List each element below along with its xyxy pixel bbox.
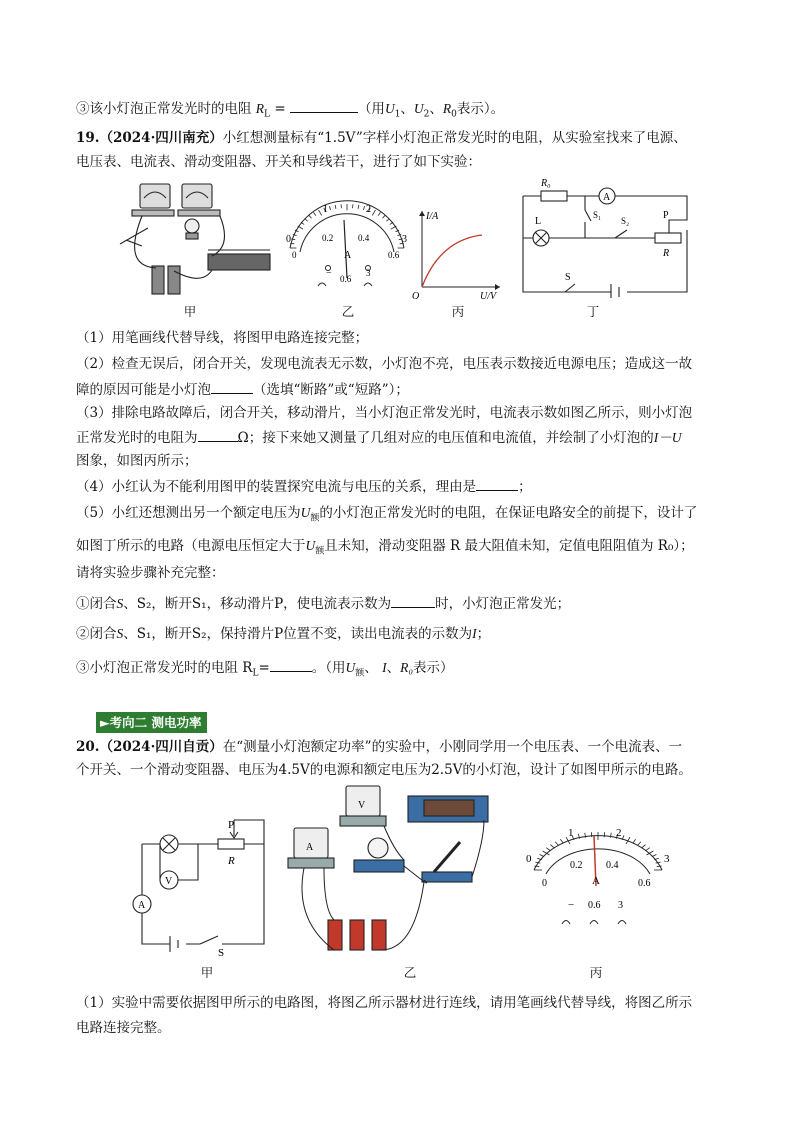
q20-line2: 个开关、一个滑动变阻器、电压为4.5V的电源和额定电压为2.5V的小灯泡，设计了如图甲所示的电路。 bbox=[76, 762, 692, 778]
svg-text:3: 3 bbox=[618, 900, 623, 911]
svg-text:0.4: 0.4 bbox=[606, 860, 619, 871]
q19-p4: （4）小红认为不能利用图甲的装置探究电流与电压的关系，理由是 ； bbox=[76, 479, 532, 495]
meter-tick bbox=[540, 855, 545, 857]
svg-text:S: S bbox=[218, 947, 225, 956]
q20-caption-yi: 乙 bbox=[403, 965, 417, 980]
meter-tick bbox=[633, 839, 636, 843]
meter-tick bbox=[372, 210, 375, 216]
q20-caption-jia: 甲 bbox=[200, 965, 214, 980]
meter-tick bbox=[378, 212, 380, 215]
meter-tick bbox=[309, 215, 312, 218]
svg-text:−: − bbox=[568, 899, 575, 911]
answer-blank[interactable] bbox=[476, 477, 518, 491]
q19-p3c: 图象，如图丙所示； bbox=[76, 453, 198, 469]
q19-p3a: （3）排除电路故障后，闭合开关，移动滑片，当小灯泡正常发光时，电流表示数如图乙所示，则小灯泡 bbox=[76, 405, 693, 421]
svg-text:A: A bbox=[306, 842, 314, 853]
meter-tick bbox=[319, 210, 322, 216]
svg-text:R: R bbox=[228, 855, 235, 867]
meter-tick bbox=[560, 839, 563, 843]
q19-step1: ①闭合S、S₂，断开S₁，移动滑片P，使电流表示数为 时，小灯泡正常发光； bbox=[76, 596, 571, 612]
q19-line1: 19.（2024·四川南充）小红想测量标有“1.5V”字样小灯泡正常发光时的电阻，从实验室找来了电源、 bbox=[76, 130, 687, 146]
svg-text:1: 1 bbox=[323, 204, 328, 215]
svg-text:2: 2 bbox=[616, 827, 622, 839]
svg-text:A: A bbox=[603, 192, 611, 203]
q19-line2: 电压表、电流表、滑动变阻器、开关和导线若干，进行了如下实验： bbox=[76, 154, 481, 170]
svg-text:V: V bbox=[358, 800, 366, 811]
svg-text:S: S bbox=[565, 272, 571, 283]
svg-text:1: 1 bbox=[568, 827, 574, 839]
q19-step2: ②闭合S、S₁，断开S₂，保持滑片P位置不变，读出电流表的示数为I； bbox=[76, 626, 491, 642]
svg-text:0: 0 bbox=[526, 853, 532, 865]
q19-caption-yi: 乙 bbox=[341, 304, 355, 319]
svg-text:S₂: S₂ bbox=[621, 216, 630, 226]
svg-text:0: 0 bbox=[286, 234, 291, 245]
q20-caption-bing: 丙 bbox=[589, 965, 603, 980]
meter-tick bbox=[329, 206, 330, 210]
svg-text:S₁: S₁ bbox=[593, 210, 602, 220]
meter-tick bbox=[646, 848, 650, 851]
meter-tick bbox=[335, 205, 336, 209]
svg-text:A: A bbox=[592, 875, 600, 887]
section-label: ►考向二 测电功率 bbox=[96, 712, 207, 733]
meter-tick bbox=[382, 215, 385, 218]
meter-tick bbox=[555, 842, 558, 846]
meter-tick bbox=[358, 205, 359, 209]
meter-tick bbox=[637, 842, 640, 846]
q19-p5a: （5）小红还想测出另一个额定电压为$U_额$的小灯泡正常发光时的电阻，在保证电路安全的前提下，设计了 bbox=[76, 505, 698, 524]
svg-text:0.6: 0.6 bbox=[638, 878, 651, 889]
svg-text:A: A bbox=[138, 900, 146, 911]
q19-figure-yi bbox=[278, 196, 416, 296]
q19-caption-jia: 甲 bbox=[183, 304, 197, 319]
meter-tick bbox=[656, 862, 661, 863]
svg-text:−: − bbox=[326, 268, 332, 279]
meter-tick bbox=[642, 845, 646, 848]
q19-caption-bing: 丙 bbox=[451, 304, 465, 319]
q20-p1b: 电路连接完整。 bbox=[76, 1020, 171, 1036]
svg-text:0.2: 0.2 bbox=[322, 233, 334, 243]
svg-text:0: 0 bbox=[292, 250, 297, 260]
svg-text:0.6: 0.6 bbox=[340, 274, 352, 284]
q19-p2a: （2）检查无误后，闭合开关，发现电流表无示数，小灯泡不亮，电压表示数接近电源电压；造成这一故 bbox=[76, 356, 693, 372]
q20-p1a: （1）实验中需要依据图甲所示的电路图，将图乙所示器材进行连线，请用笔画线代替导线，将图乙所示 bbox=[76, 995, 693, 1011]
answer-blank[interactable] bbox=[290, 99, 358, 113]
meter-tick bbox=[534, 866, 539, 867]
svg-text:0.2: 0.2 bbox=[570, 860, 583, 871]
meter-tick bbox=[313, 212, 315, 215]
svg-text:3: 3 bbox=[664, 853, 670, 865]
q19-figure-ding bbox=[515, 174, 695, 298]
svg-text:P: P bbox=[228, 819, 235, 831]
answer-blank[interactable] bbox=[270, 658, 312, 672]
q19-step3: ③小灯泡正常发光时的电阻 $R_L=$ 。（用$U_额$、 I、R₀表示） bbox=[76, 660, 454, 679]
meter-pointer bbox=[344, 220, 347, 278]
q20-line1: 20.（2024·四川自贡）在“测量小灯泡额定功率”的实验中，小刚同学用一个电压表、一个电流表、一 bbox=[76, 739, 683, 755]
q19-p2b: 障的原因可能是小灯泡 （选填“断路”或“短路”）； bbox=[76, 382, 409, 398]
q20-figure-bing bbox=[518, 824, 678, 928]
svg-text:0.4: 0.4 bbox=[358, 233, 370, 243]
meter-tick bbox=[657, 866, 662, 867]
svg-text:L: L bbox=[535, 216, 542, 227]
svg-text:R: R bbox=[663, 248, 670, 259]
svg-text:3: 3 bbox=[366, 268, 371, 278]
q20-figure-jia bbox=[130, 814, 270, 956]
meter-tick bbox=[546, 848, 550, 851]
svg-text:2: 2 bbox=[366, 204, 371, 215]
meter-tick bbox=[550, 845, 554, 848]
answer-blank[interactable] bbox=[391, 594, 435, 608]
svg-text:R₀: R₀ bbox=[541, 178, 551, 189]
meter-tick bbox=[535, 862, 540, 863]
meter-tick bbox=[386, 219, 389, 222]
svg-text:V: V bbox=[165, 876, 173, 887]
answer-blank[interactable] bbox=[211, 380, 253, 394]
meter-tick bbox=[652, 855, 657, 857]
svg-text:3: 3 bbox=[402, 234, 407, 245]
meter-tick bbox=[363, 206, 364, 210]
q19-p3b: 正常发光时的电阻为 Ω；接下来她又测量了几组对应的电压值和电流值，并绘制了小灯泡的I－U bbox=[76, 430, 682, 446]
svg-text:O: O bbox=[412, 291, 420, 300]
q20-figure-yi bbox=[284, 780, 514, 958]
q19-figure-jia bbox=[112, 176, 282, 301]
q19-p5c: 请将实验步骤补充完整： bbox=[76, 565, 225, 581]
meter-tick bbox=[305, 219, 308, 222]
q19-figure-bing bbox=[410, 205, 506, 300]
answer-blank[interactable] bbox=[198, 428, 238, 442]
meter-tick bbox=[604, 832, 605, 837]
svg-text:U/V: U/V bbox=[480, 291, 497, 300]
svg-text:0.6: 0.6 bbox=[388, 250, 400, 260]
svg-text:0.6: 0.6 bbox=[588, 900, 601, 911]
q19-p5b: 如图丁所示的电路（电源电压恒定大于$U_额$且未知，滑动变阻器 R 最大阻值未知，定值电阻阻值为 R₀）； bbox=[76, 538, 694, 557]
svg-text:A: A bbox=[344, 250, 352, 261]
q19-p1: （1）用笔画线代替导线，将图甲电路连接完整； bbox=[76, 330, 369, 346]
meter-tick bbox=[591, 832, 592, 837]
q18-step3-line: ③该小灯泡正常发光时的电阻 $R_L$ = （用$U_1$、$U_2$、$R_0$表示）。 bbox=[76, 101, 505, 120]
q19-caption-ding: 丁 bbox=[586, 304, 600, 319]
svg-text:0: 0 bbox=[542, 878, 547, 889]
svg-text:P: P bbox=[663, 210, 669, 221]
svg-text:I/A: I/A bbox=[426, 211, 439, 222]
iu-curve bbox=[422, 235, 482, 287]
